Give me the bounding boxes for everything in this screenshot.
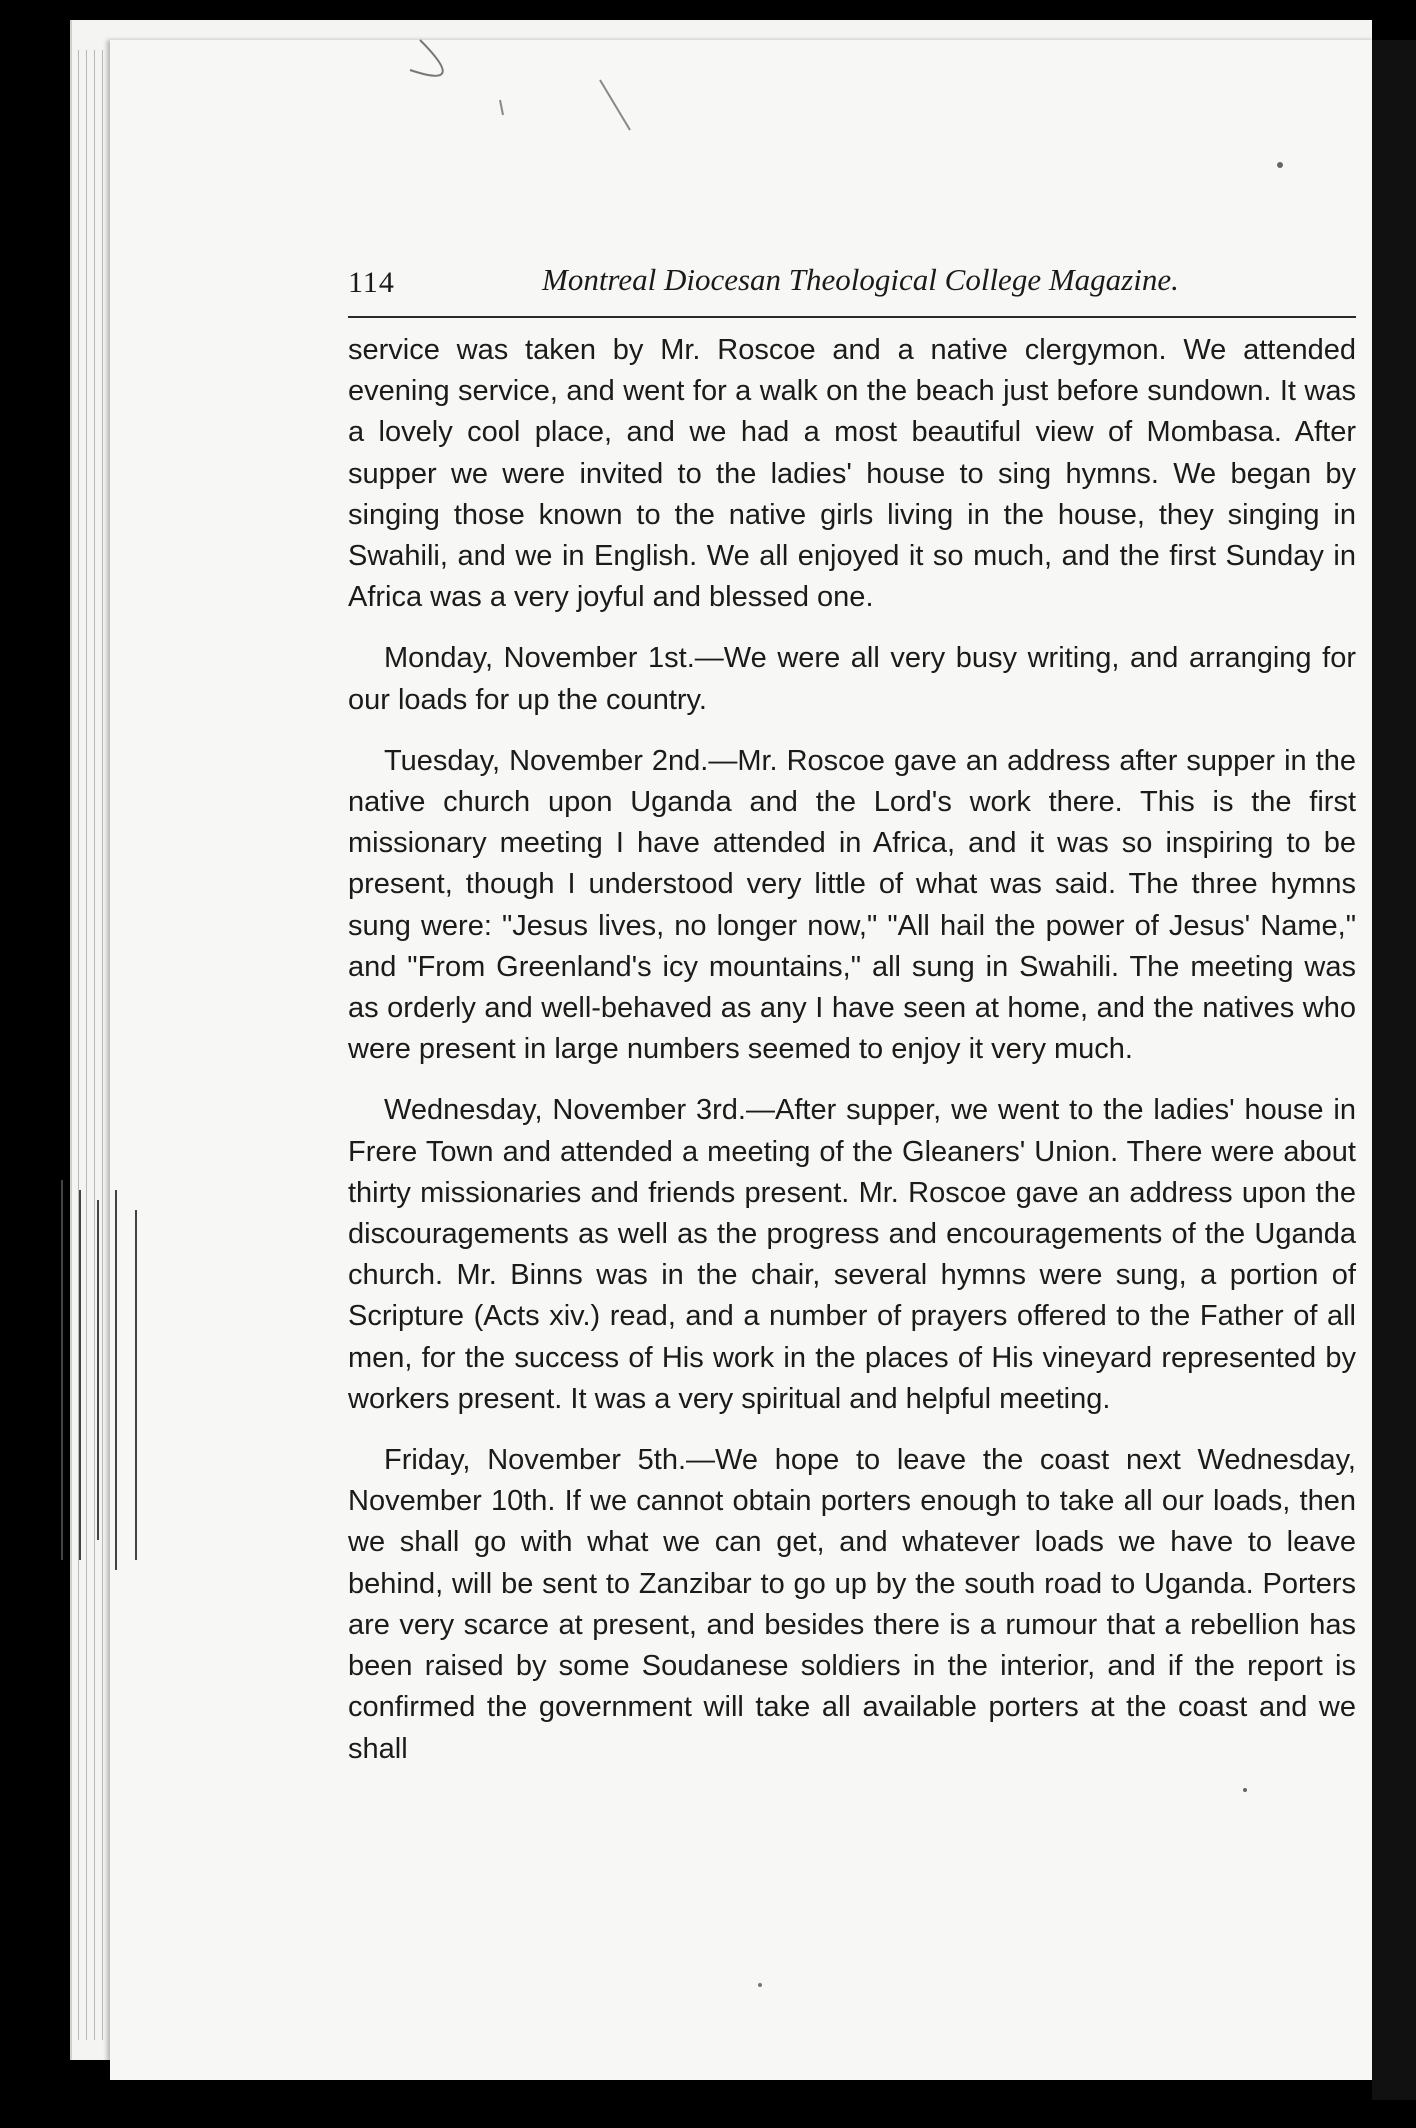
- page-edge-line: [94, 50, 95, 2040]
- header-rule: [348, 316, 1356, 318]
- page-edge-line: [86, 50, 87, 2040]
- running-title: Montreal Diocesan Theological College Magazine.: [542, 262, 1179, 297]
- paragraph: Friday, November 5th.—We hope to leave the coast next Wednesday, November 10th. If we cannot obtain porters enough to take all our loads, then we shall go with what we can get, and whatever loads we have to leave behind, will be sent to Zanzibar to go up by the south road to Uganda. Porters are very scarce at present, and besides there is a rumour that a rebellion has been raised by some Soudanese soldiers in the interior, and if the report is confirmed the government will take all available porters at the coast and we shall: [348, 1444, 1356, 1765]
- paragraph: service was taken by Mr. Roscoe and a native clergymon. We attended evening service, and went for a walk on the beach just before sundown. It was a lovely cool place, and we had a most beautiful view of Mombasa. After supper we were invited to the ladies' house to sing hymns. We began by singing those known to the native girls living in the house, they singing in Swahili, and we in English. We all enjoyed it so much, and the first Sunday in Africa was a very joyful and blessed one.: [348, 334, 1356, 614]
- running-header: [240, 258, 1240, 310]
- paragraph: Monday, November 1st.—We were all very busy writing, and arranging for our loads for up the country.: [348, 642, 1356, 716]
- paragraph: Tuesday, November 2nd.—Mr. Roscoe gave an address after supper in the native church upon Uganda and the Lord's work there. This is the first missionary meeting I have attended in Africa, and it was so inspiring to be present, though I understood very little of what was said. The three hymns sung were: "Jesus lives, no longer now," "All hail the power of Jesus' Name," and "From Greenland's icy mountains," all sung in Swahili. The meeting was as orderly and well-behaved as any I have seen at home, and the natives who were present in large numbers seemed to enjoy it very much.: [348, 744, 1356, 1066]
- page-edge-line: [78, 50, 79, 2040]
- page-edge-line: [102, 50, 103, 2040]
- page-number: 114: [348, 266, 395, 299]
- page-gutter-shadow: [1372, 40, 1416, 2100]
- article-body: [348, 330, 1356, 1790]
- paragraph: Wednesday, November 3rd.—After supper, we went to the ladies' house in Frere Town and attended a meeting of the Gleaners' Union. There were about thirty missionaries and friends present. Mr. Roscoe gave an address upon the discouragements as well as the progress and encouragements of the Uganda church. Mr. Binns was in the chair, several hymns were sung, a portion of Scripture (Acts xiv.) read, and a number of prayers offered to the Father of all men, for the success of His work in the places of His vineyard represented by workers present. It was a very spiritual and helpful meeting.: [348, 1094, 1356, 1415]
